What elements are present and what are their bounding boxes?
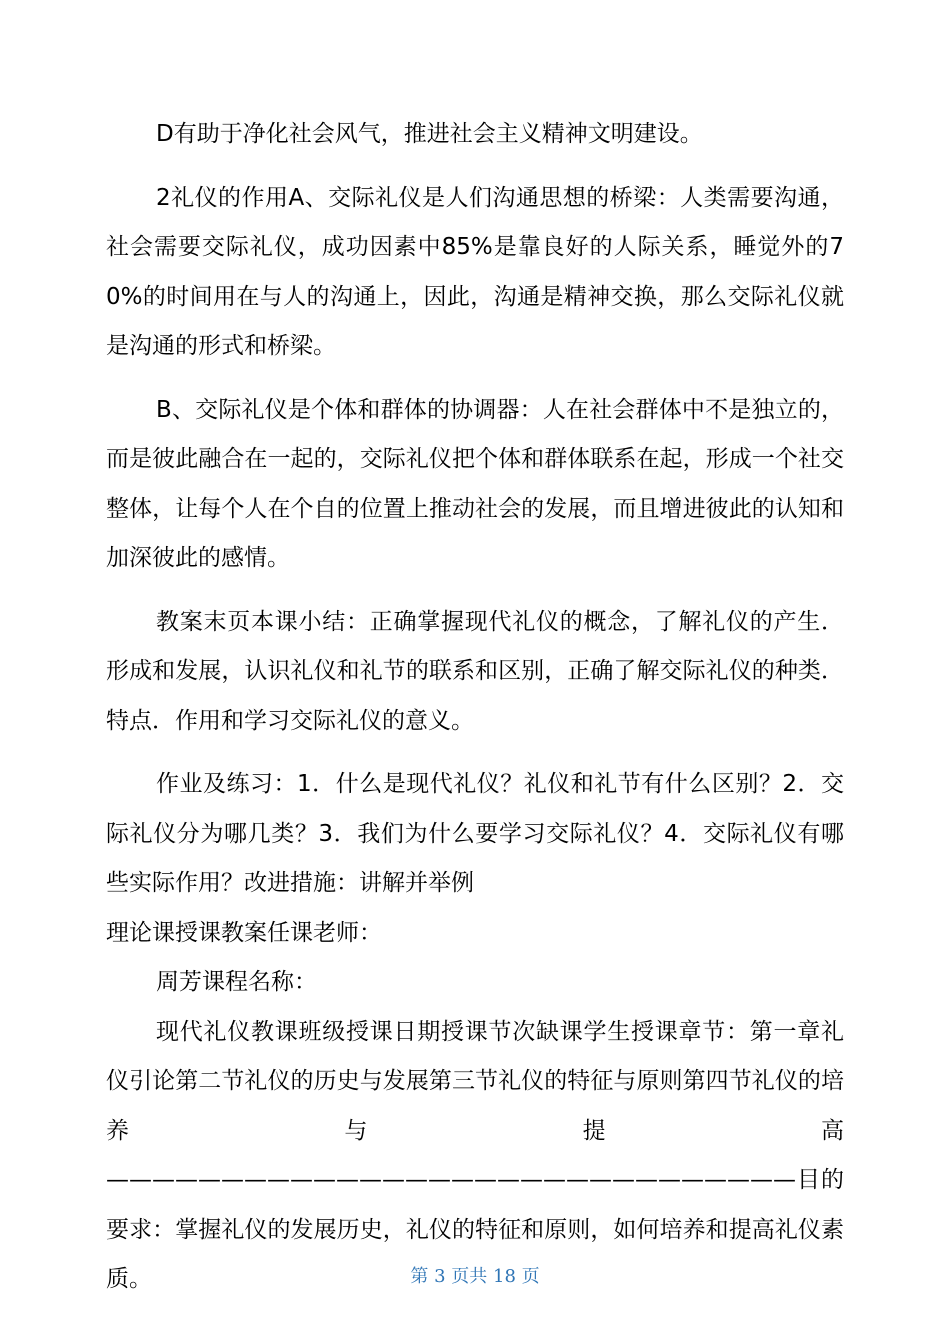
- page-number-footer: 第 3 页共 18 页: [410, 1266, 540, 1287]
- paragraph-4: 教案末页本课小结：正确掌握现代礼仪的概念，了解礼仪的产生．形成和发展，认识礼仪和礼节的联系和区别，正确了解交际礼仪的种类．特点．作用和学习交际礼仪的意义。: [106, 608, 844, 734]
- paragraph-1: D有助于净化社会风气，推进社会主义精神文明建设。: [156, 121, 703, 147]
- paragraph-8: 现代礼仪教课班级授课日期授课节次缺课学生授课章节：第一章礼仪引论第二节礼仪的历史与发展第三节礼仪的特征与原则第四节礼仪的培养与提高——————————————————————————————目的要求：掌握礼仪的发展历史，礼仪的特征和原则，如何培养和提高礼仪素质。: [106, 1018, 844, 1292]
- paragraph-3: B、交际礼仪是个体和群体的协调器：人在社会群体中不是独立的，而是彼此融合在一起的，交际礼仪把个体和群体联系在起，形成一个社交整体，让每个人在个自的位置上推动社会的发展，而且增进彼此的认知和加深彼此的感情。: [106, 396, 844, 571]
- paragraph-2: 2礼仪的作用A、交际礼仪是人们沟通思想的桥梁：人类需要沟通，社会需要交际礼仪，成功因素中85%是靠良好的人际关系，睡觉外的70%的时间用在与人的沟通上，因此，沟通是精神交换，那么交际礼仪就是沟通的形式和桥梁。: [106, 184, 844, 359]
- paragraph-5: 作业及练习：1．什么是现代礼仪？礼仪和礼节有什么区别？2．交际礼仪分为哪几类？3．我们为什么要学习交际礼仪？4．交际礼仪有哪些实际作用？改进措施：讲解并举例: [106, 771, 844, 896]
- paragraph-7: 周芳课程名称：: [156, 969, 317, 995]
- document-body: [106, 110, 844, 1319]
- paragraph-6: 理论课授课教案任课老师：: [106, 919, 382, 946]
